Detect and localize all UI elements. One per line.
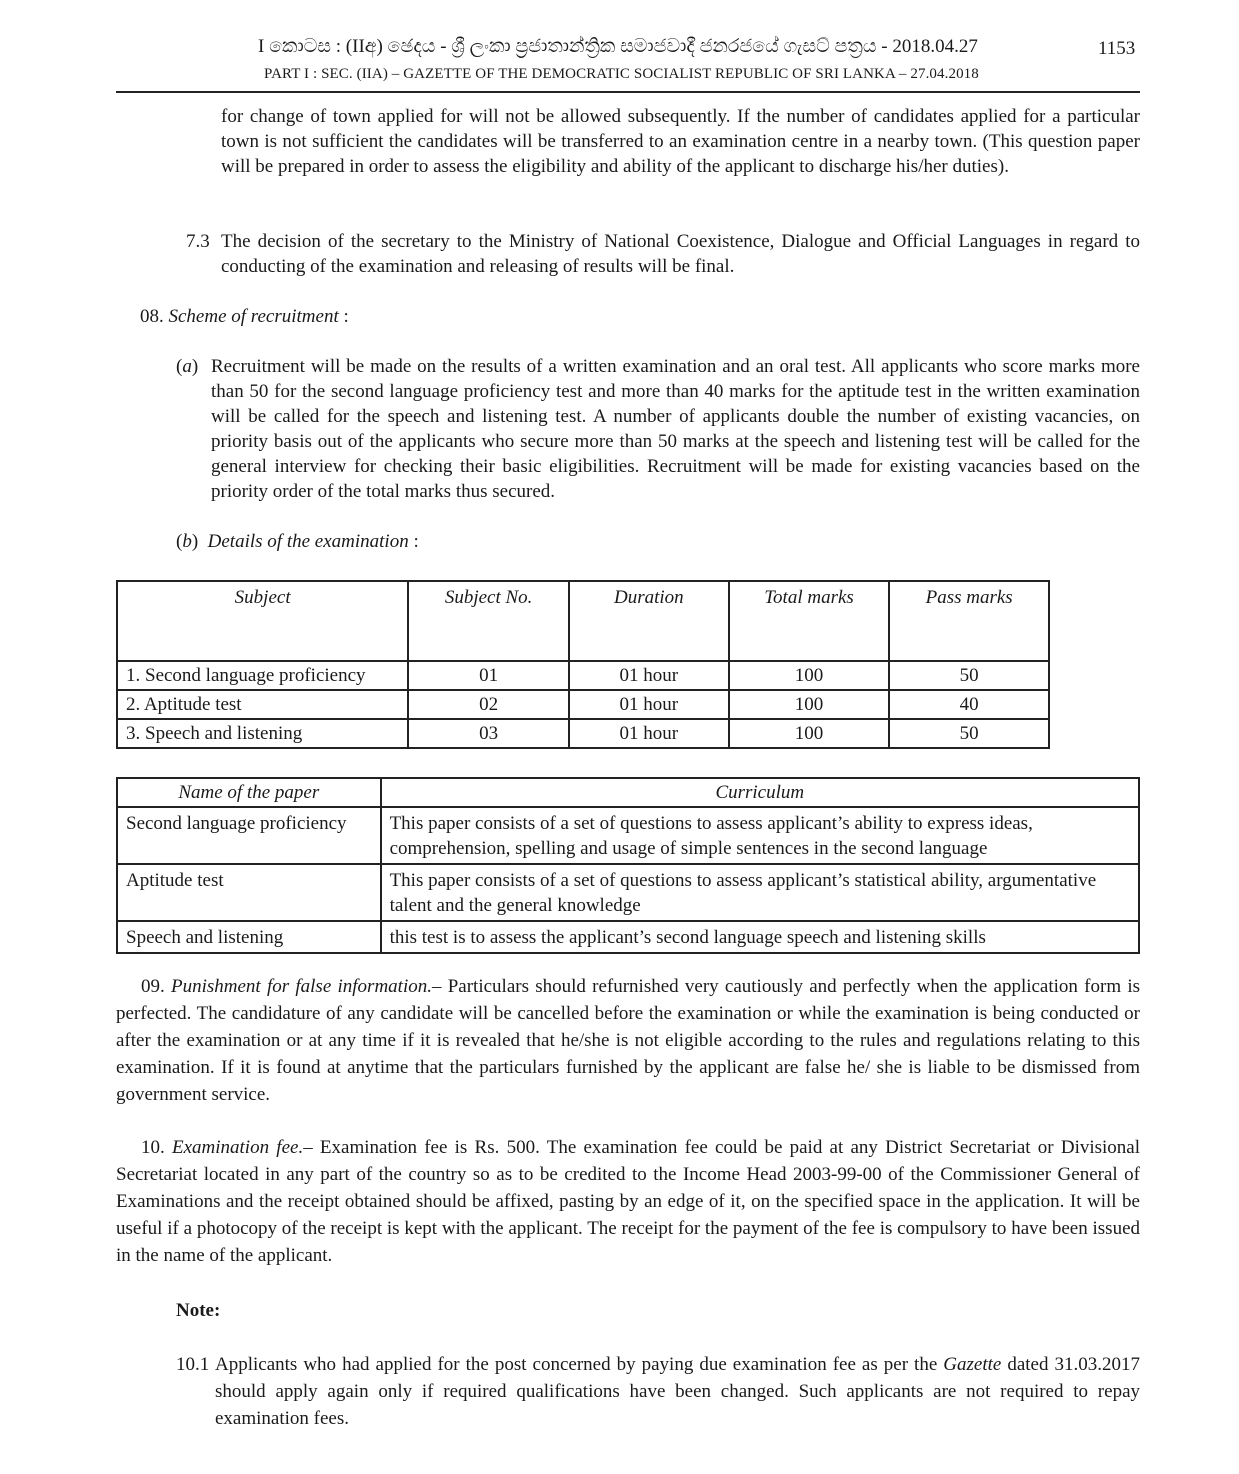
section-7-3-text: The decision of the secretary to the Ministry of National Coexistence, Dialogue and Official Languages in regard to conducting of the examination and releasing of results will be final. (221, 231, 1140, 277)
note-10-1-number: 10.1 (176, 1354, 210, 1375)
section-08-b-title: Details of the examination (207, 531, 409, 552)
cell-duration: 01 hour (569, 690, 729, 719)
continuation-paragraph: for change of town applied for will not be allowed subsequently. If the number of candidates applied for a particular town is not sufficient the candidates will be transferred to an examination centre in a nearby town. (This question paper will be prepared in order to assess the eligibility and ability of the applicant to discharge his/her duties). (221, 106, 1140, 177)
cell-paper-name: Speech and listening (117, 921, 381, 953)
gazette-italic: Gazette (943, 1354, 1002, 1375)
section-09-text: – Particulars should refurnished very cautiously and perfectly when the application form is perfected. The candidature of any candidate will be cancelled before the examination or while the examination is being conducted or after the examination or at any time if it is revealed that he/she is not eligible according to the rules and regulations relating to this examination. If it is found at anytime that the particulars furnished by the applicant are false he/ she is liable to be dismissed from government service. (116, 976, 1141, 1105)
table-row (117, 921, 1139, 953)
section-7-3-number: 7.3 (186, 231, 210, 252)
column-header-curriculum: Curriculum (381, 778, 1139, 807)
cell-duration: 01 hour (569, 719, 729, 748)
note-label: Note: (176, 1300, 221, 1321)
section-08-b-heading: (b) Details of the examination : (176, 531, 419, 552)
curriculum-table (116, 777, 1140, 954)
column-header-pass-marks: Pass marks (889, 581, 1049, 661)
section-08-number: 08. (140, 306, 164, 327)
section-10-text: – Examination fee is Rs. 500. The examination fee could be paid at any District Secretariat or Divisional Secretariat located in any part of the country so as to be credited to the Income Head 2003-99-00 of the Commissioner General of Examinations and the receipt obtained should be affixed, pasting by an edge of it, on the specified space in the application. It will be useful if a photocopy of the receipt is kept with the applicant. The receipt for the payment of the fee is compulsory to have been issued in the name of the applicant. (116, 1137, 1141, 1266)
page-number: 1153 (1098, 38, 1136, 59)
cell-pass-marks: 40 (889, 690, 1049, 719)
cell-duration: 01 hour (569, 661, 729, 690)
cell-subject-no: 03 (408, 719, 569, 748)
cell-paper-name: Aptitude test (117, 864, 381, 921)
section-08-colon: : (338, 306, 349, 327)
column-header-duration: Duration (569, 581, 729, 661)
table-row (117, 807, 1139, 864)
cell-subject-no: 02 (408, 690, 569, 719)
cell-total-marks: 100 (729, 690, 890, 719)
cell-subject: 3. Speech and listening (117, 719, 408, 748)
section-08-a-text: Recruitment will be made on the results of a written examination and an oral test. All applicants who score marks more than 50 for the second language proficiency test and more than 40 marks for the aptitude test in the written examination will be called for the speech and listening test. A number of applicants double the number of existing vacancies, on priority basis out of the applicants who secure more than 50 marks at the speech and listening test will be called for the general interview for checking their basic eligibilities. Recruitment will be made for existing vacancies based on the priority order of the total marks thus secured. (211, 356, 1140, 502)
header-sinhala: I කොටස : (IIඅ) ඡෙදය - ශ්‍රී ලංකා ප්‍රජාතාන්ත්‍රික සමාජවාදී ජනරජයේ ගැසට් පත්‍රය - 2018.04.27 (258, 36, 978, 57)
cell-paper-name: Second language proficiency (117, 807, 381, 864)
section-08-a-label: (a) (176, 356, 199, 377)
section-08-heading (140, 304, 349, 329)
column-header-total-marks: Total marks (729, 581, 890, 661)
cell-subject: 1. Second language proficiency (117, 661, 408, 690)
table-row (117, 690, 1049, 719)
table-header-row (117, 778, 1139, 807)
table-header-row (117, 581, 1049, 661)
cell-curriculum: this test is to assess the applicant’s second language speech and listening skills (381, 921, 1139, 953)
cell-pass-marks: 50 (889, 719, 1049, 748)
column-header-paper-name: Name of the paper (117, 778, 381, 807)
section-08-title: Scheme of recruitment (168, 306, 339, 327)
header-rule (116, 91, 1140, 93)
table-row (117, 864, 1139, 921)
table-row (117, 661, 1049, 690)
note-10-1-text: Applicants who had applied for the post concerned by paying due examination fee as per the Gazette dated 31.03.2017 should apply again only if required qualifications have been changed. Such applicants are not required to repay examination fees. (215, 1354, 1141, 1429)
section-09-title: Punishment for false information. (171, 976, 432, 997)
table-row (117, 719, 1049, 748)
examination-details-table (116, 580, 1050, 749)
cell-total-marks: 100 (729, 661, 890, 690)
column-header-subject-no: Subject No. (408, 581, 569, 661)
section-10-number: 10. (141, 1137, 165, 1158)
cell-subject: 2. Aptitude test (117, 690, 408, 719)
cell-total-marks: 100 (729, 719, 890, 748)
section-09-number: 09. (141, 976, 165, 997)
column-header-subject: Subject (117, 581, 408, 661)
section-10-title: Examination fee. (171, 1137, 304, 1158)
header-english: PART I : SEC. (IIA) – GAZETTE OF THE DEMOCRATIC SOCIALIST REPUBLIC OF SRI LANKA – 27.04.2018 (264, 66, 979, 82)
cell-curriculum: This paper consists of a set of questions to assess applicant’s ability to express ideas, comprehension, spelling and usage of simple sentences in the second language (381, 807, 1139, 864)
section-08-b-colon: : (408, 531, 419, 552)
cell-curriculum: This paper consists of a set of questions to assess applicant’s statistical ability, argumentative talent and the general knowledge (381, 864, 1139, 921)
cell-pass-marks: 50 (889, 661, 1049, 690)
section-09 (116, 973, 1140, 1108)
cell-subject-no: 01 (408, 661, 569, 690)
section-10 (116, 1134, 1140, 1269)
